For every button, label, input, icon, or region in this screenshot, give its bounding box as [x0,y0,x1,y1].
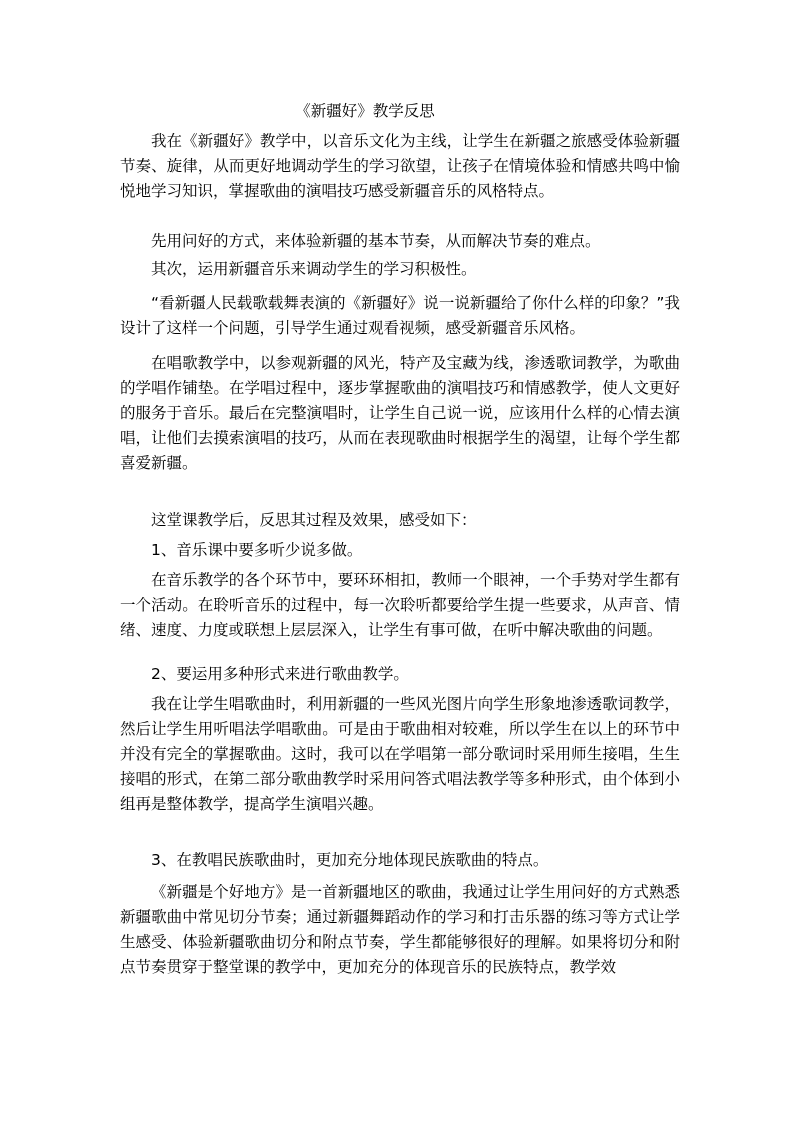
paragraph-point-2: 我在让学生唱歌曲时，利用新疆的一些风光图片向学生形象地渗透歌词教学，然后让学生用听唱法学唱歌曲。可是由于歌曲相对较难，所以学生在以上的环节中并没有完全的掌握歌曲。这时，我可以在学唱第一部分歌词时采用师生接唱，生生接唱的形式，在第二部分歌曲教学时采用问答式唱法教学等多种形式，由个体到小组再是整体教学，提高学生演唱兴趣。 [120,695,680,813]
paragraph-point-3: 《新疆是个好地方》是一首新疆地区的歌曲，我通过让学生用问好的方式熟悉新疆歌曲中常见切分节奏；通过新疆舞蹈动作的学习和打击乐器的练习等方式让学生感受、体验新疆歌曲切分和附点节奏，学生都能够很好的理解。如果将切分和附点节奏贯穿于整堂课的教学中，更加充分的体现音乐的民族特点，教学效 [120,883,680,976]
paragraph-music-motivation: 其次，运用新疆音乐来调动学生的学习积极性。 [151,260,477,278]
paragraph-point-1: 在音乐教学的各个环节中，要环环相扣，教师一个眼神，一个手势对学生都有一个活动。在聆听音乐的过程中，每一次聆听都要给学生提一些要求，从声音、情绪、速度、力度或联想上层层深入，让学生有事可做，在听中解决歌曲的问题。 [120,571,680,639]
heading-point-3: 3、在教唱民族歌曲时，更加充分地体现民族歌曲的特点。 [151,851,549,869]
heading-point-1: 1、音乐课中要多听少说多做。 [151,541,363,559]
heading-point-2: 2、要运用多种形式来进行歌曲教学。 [151,665,409,683]
paragraph-intro: 我在《新疆好》教学中，以音乐文化为主线，让学生在新疆之旅感受体验新疆节奏、旋律，从而更好地调动学生的学习欲望，让孩子在情境体验和情感共鸣中愉悦地学习知识，掌握歌曲的演唱技巧感受新疆音乐的风格特点。 [120,132,680,200]
paragraph-question: “看新疆人民载歌载舞表演的《新疆好》说一说新疆给了你什么样的印象？”我设计了这样一个问题，引导学生通过观看视频，感受新疆音乐风格。 [120,294,680,337]
paragraph-greeting-rhythm: 先用问好的方式，来体验新疆的基本节奏，从而解决节奏的难点。 [151,232,601,250]
paragraph-singing-teaching: 在唱歌教学中，以参观新疆的风光，特产及宝藏为线，渗透歌词教学，为歌曲的学唱作铺垫。在学唱过程中，逐步掌握歌曲的演唱技巧和情感教学，使人文更好的服务于音乐。最后在完整演唱时，让学生自己说一说，应该用什么样的心情去演唱，让他们去摸索演唱的技巧，从而在表现歌曲时根据学生的渴望，让每个学生都喜爱新疆。 [120,354,680,472]
document-title: 《新疆好》教学反思 [295,102,435,120]
paragraph-reflection-intro: 这堂课教学后，反思其过程及效果，感受如下： [151,511,477,529]
